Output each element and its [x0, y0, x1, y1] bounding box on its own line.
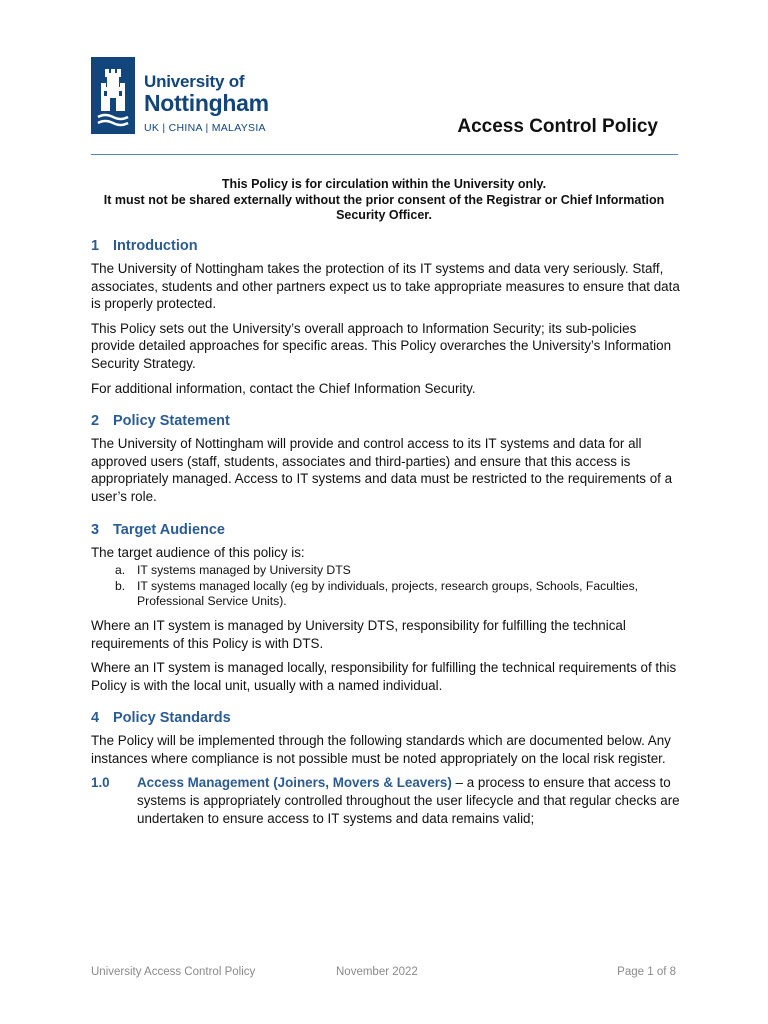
castle-icon	[91, 57, 135, 134]
university-crest-logo	[91, 57, 135, 134]
paragraph: Where an IT system is managed by University DTS, responsibility for fulfilling the technical requirements of this Policy is with DTS.	[91, 617, 626, 651]
list-text: IT systems managed locally (eg by individuals, projects, research groups, Schools, Faculties, Professional Service Units).	[137, 578, 639, 609]
paragraph: The University of Nottingham will provide and control access to its IT systems and data for all approved users (staff, students, associates and third-parties) and ensure that this access is appropriately managed. Access to IT systems and data must be restricted to the requirements of a user’s role.	[91, 436, 673, 504]
footer-page-number: Page 1 of 8	[617, 966, 676, 978]
paragraph: The University of Nottingham takes the protection of its IT systems and data very seriously. Staff, associates, students and other partners expect us to take appropriate measures to ensure that data is properly protected.	[91, 261, 680, 312]
section-title: Introduction	[113, 238, 198, 254]
audience-list	[91, 563, 681, 610]
section-heading-policy-standards	[91, 709, 681, 732]
paragraph: This Policy sets out the University’s overall approach to Information Security; its sub-policies provide detailed approaches for specific areas. This Policy overarches the University’s Information Security Strategy.	[91, 320, 672, 371]
section-number: 1	[91, 238, 100, 254]
document-body	[91, 237, 681, 827]
section-title: Policy Standards	[113, 710, 231, 727]
standard-item	[91, 774, 681, 827]
document-title: Access Control Policy	[457, 116, 658, 137]
section-number: 3	[91, 521, 100, 538]
list-text: IT systems managed by University DTS	[137, 563, 351, 578]
standard-number: 1.0	[91, 775, 110, 791]
list-marker: b.	[115, 578, 126, 593]
university-wordmark	[144, 73, 269, 134]
list-marker: a.	[115, 563, 126, 578]
notice-line-2: It must not be shared externally without the prior consent of the Registrar or Chief Information Security Officer.	[103, 192, 665, 222]
circulation-notice	[91, 177, 677, 224]
list-item	[91, 579, 681, 610]
section-heading-introduction	[91, 237, 681, 260]
footer-document-name: University Access Control Policy	[91, 966, 256, 978]
section-title: Target Audience	[113, 521, 225, 538]
section-title: Policy Statement	[113, 413, 230, 430]
list-item	[91, 563, 681, 579]
paragraph: Where an IT system is managed locally, responsibility for fulfilling the technical requirements of this Policy is with the local unit, usually with a named individual.	[91, 660, 677, 693]
standard-label: Access Management (Joiners, Movers & Leavers)	[137, 775, 452, 791]
logo-line-3: UK | CHINA | MALAYSIA	[144, 122, 266, 134]
footer-date: November 2022	[336, 966, 418, 978]
section-number: 4	[91, 710, 100, 727]
section-heading-target-audience	[91, 521, 681, 544]
logo-line-2: Nottingham	[144, 90, 269, 116]
standard-text: – a process to ensure that access to systems is appropriately controlled throughout the user lifecycle and that regular checks are undertaken to ensure access to IT systems and data remains valid;	[137, 775, 680, 826]
notice-line-1: This Policy is for circulation within the University only.	[221, 177, 547, 191]
paragraph: The Policy will be implemented through the following standards which are documented below. Any instances where compliance is not possible must be noted appropriately on the local risk register.	[91, 733, 671, 766]
paragraph: For additional information, contact the Chief Information Security.	[91, 380, 476, 396]
logo-line-1: University of	[144, 72, 245, 91]
section-number: 2	[91, 413, 100, 430]
section-heading-policy-statement	[91, 412, 681, 435]
header-divider	[91, 154, 678, 155]
paragraph: The target audience of this policy is:	[91, 544, 305, 560]
